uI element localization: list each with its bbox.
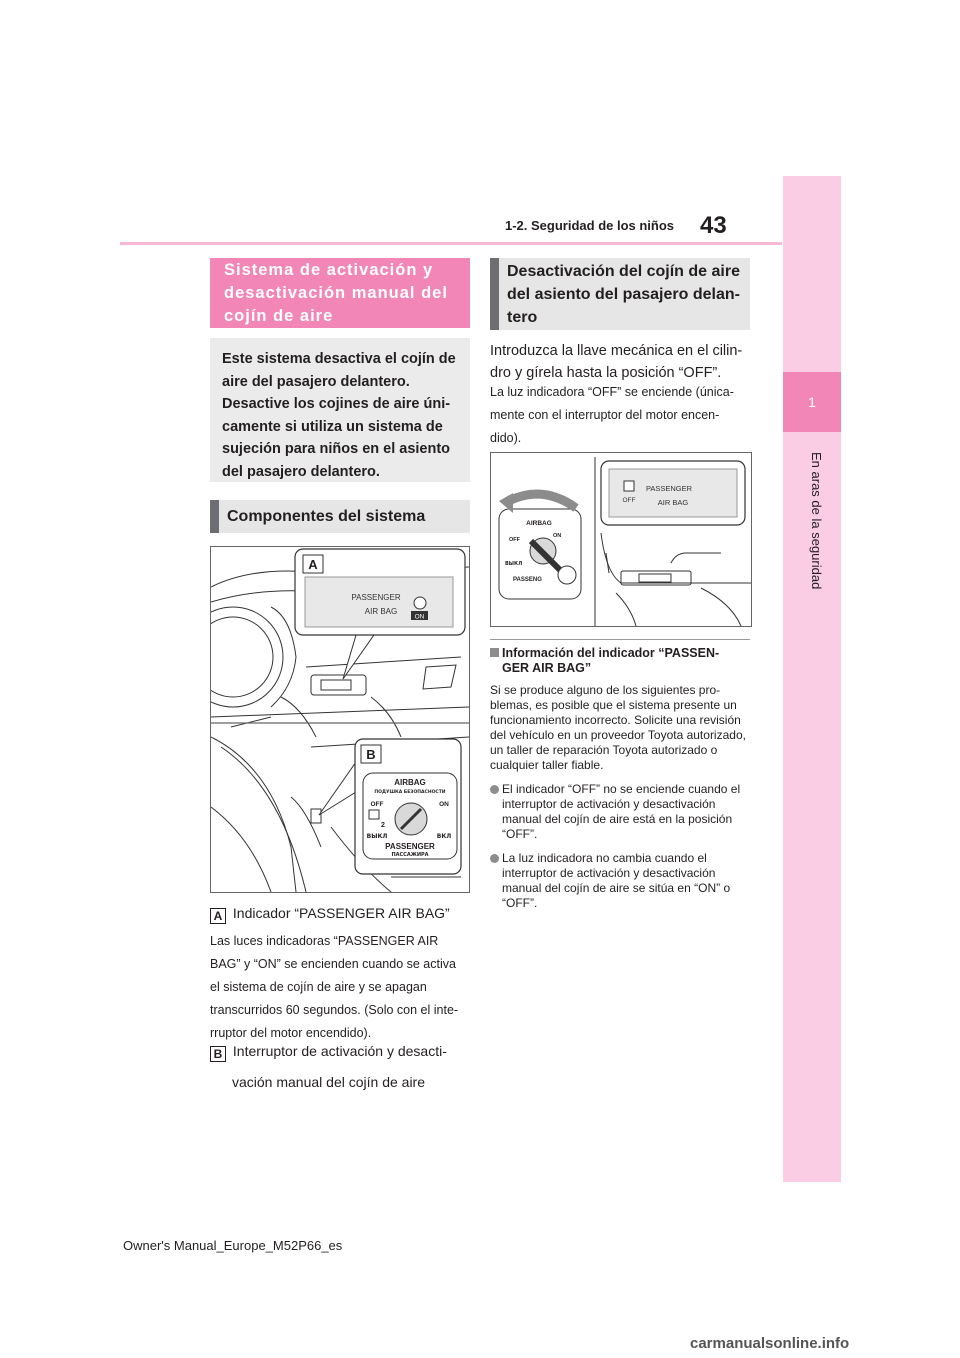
bullet-text: El indicador “OFF” no se enciende cuando el interruptor de activación y desactivación manual del cojín de aire está en la posición “OFF”. [502,782,741,841]
note-text [490,381,755,450]
switch-on-text: ON [439,801,449,808]
switch-passenger-text: PASSENG [513,577,542,583]
watermark: carmanualsonline.info [690,1335,850,1352]
note-line: dido). [490,431,522,445]
note-line: mente con el interruptor del motor encen- [490,408,720,422]
indicator-on-text: ON [414,613,425,621]
bullet-item [490,782,752,842]
instruction-line: dro y gírela hasta la posición “OFF”. [490,365,722,381]
square-bullet-icon [490,648,499,657]
item-b-label: B [210,1046,226,1062]
side-tab-chapter: 1 [808,394,816,410]
intro-line: camente si utiliza un sistema de [222,418,443,435]
switch-airbag-text: AIRBAG [526,520,552,527]
info-title-line: GER AIR BAG” [502,661,592,675]
switch-passenger-text: PASSENGER [385,842,435,851]
intro-line: Desactive los cojines de aire úni- [222,396,451,412]
indicator-off-text: OFF [622,497,636,504]
item-a [210,905,450,924]
switch-off-text: OFF [370,801,384,808]
heading-line: Desactivación del cojín de aire [507,263,740,280]
desc-line: Las luces indicadoras “PASSENGER AIR [210,934,439,948]
bullet-item [490,851,752,911]
intro-line: sujeción para niños en el asiento [222,441,451,457]
switch-passenger-ru: ПАССАЖИРА [391,852,429,858]
heading-line: cojín de aire [224,307,334,325]
airbag-on-icon [414,597,426,609]
intro-line: del pasajero delantero. [222,463,380,480]
dashboard-illustration [211,547,469,892]
indicator-text-1: PASSENGER [645,484,693,493]
switch-cyrillic-top: ПОДУШКА БЕЗОПАСНОСТИ [374,790,446,795]
intro-line: Este sistema desactiva el cojín de [222,351,456,367]
switch-on-ru: ВКЛ [436,833,452,840]
info-divider [490,639,750,640]
airbag-off-indicator-icon [624,481,634,491]
footer-text: Owner's Manual_Europe_M52P66_es [123,1238,343,1253]
item-b [210,1043,447,1062]
instruction-text [490,340,755,384]
item-a-description [210,930,475,1045]
callout-a [295,549,465,679]
desc-line: transcurridos 60 segundos. (Solo con el inte- [210,1003,459,1017]
indicator-text-1: PASSENGER [351,593,401,602]
instruction-line: Introduzca la llave mecánica en el cilin- [490,343,743,359]
switch-num: 2 [381,822,385,829]
item-a-label: A [210,908,226,924]
switch-on-text: ON [553,533,562,539]
header-rule [120,242,782,245]
intro-line: aire del pasajero delantero. [222,373,410,390]
bullet-text: La luz indicadora no cambia cuando el interruptor de activación y desactivación manual del cojín de aire se sitúa en “ON” o “OFF”. [502,851,731,910]
note-line: La luz indicadora “OFF” se enciende (única- [490,385,734,399]
callout-b [319,739,461,874]
deactivation-heading [490,258,750,330]
side-tab-label: En aras de la seguridad [809,452,824,590]
heading-line: del asiento del pasajero delan- [507,286,740,303]
bullet-dot-icon [490,854,499,863]
switch-airbag-text: AIRBAG [394,778,426,787]
indicator-text-2: AIR BAG [657,498,689,507]
info-text: Si se produce alguno de los siguientes pro-blemas, es posible que el sistema presente un funcionamiento incorrecto. Solicite una revisión del vehículo en un proveedor Toyota autorizado, un taller de reparación Toyota autorizado o cualquier taller fiable. [490,683,746,772]
heading-line: tero [507,309,538,326]
item-a-text: Indicador “PASSENGER AIR BAG” [232,905,450,921]
info-title-line: Información del indicador “PASSEN- [502,646,720,660]
turn-arrow-icon [505,494,576,508]
deactivation-figure [490,452,752,627]
callout-b-label: B [366,747,376,762]
airbag-off-icon [369,810,379,819]
switch-off-text: OFF [509,537,520,543]
switch-off-ru: ВЫКЛ [505,561,523,567]
key-turn-illustration [491,453,751,626]
switch-off-ru: ВЫКЛ [366,833,388,840]
desc-line: rruptor del motor encendido). [210,1026,372,1040]
desc-line: BAG” y “ON” se encienden cuando se activa [210,957,456,971]
desc-line: el sistema de cojín de aire y se apagan [210,980,427,994]
side-tab [783,176,841,1182]
activation-system-heading [210,258,470,328]
components-figure [210,546,470,893]
bullet-dot-icon [490,785,499,794]
intro-box [210,338,470,482]
components-heading: Componentes del sistema [210,500,470,533]
callout-a-label: A [308,557,318,572]
indicator-text-2: AIR BAG [364,607,398,616]
heading-line: Sistema de activación y [224,261,434,279]
info-title [490,646,752,676]
section-title: 1-2. Seguridad de los niños [505,218,675,233]
item-b-text-2: vación manual del cojín de aire [232,1074,426,1090]
info-bullets [490,782,752,911]
page-number: 43 [700,212,727,239]
heading-line: desactivación manual del [224,284,448,302]
item-b-text-1: Interruptor de activación y desacti- [232,1043,447,1059]
